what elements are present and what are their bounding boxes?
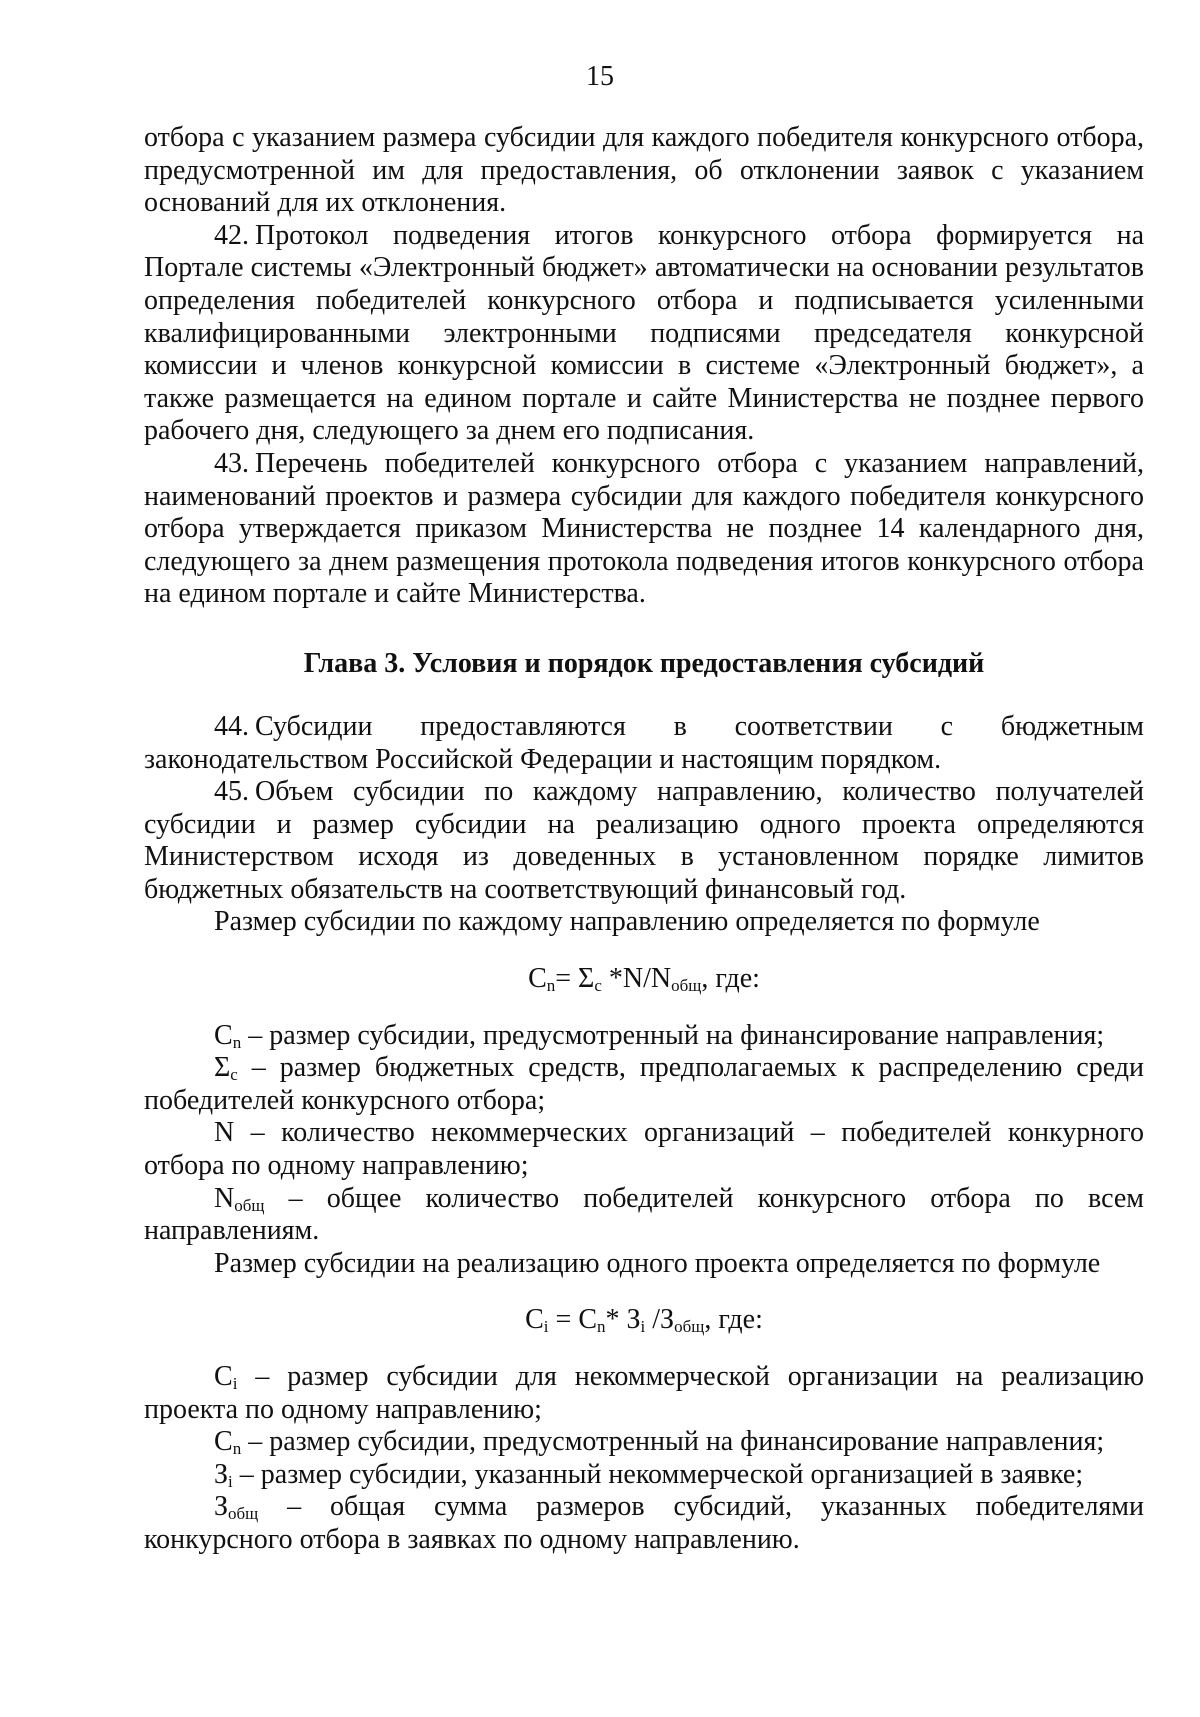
definition-n-total — [144, 1183, 1144, 1248]
formula-intro-2: Размер субсидии на реализацию одного проекта определяется по формуле — [214, 1247, 1101, 1279]
definition-sigma — [144, 1052, 1144, 1117]
paragraph-text: Перечень победителей конкурсного отбора с указанием направлений, наименований проектов и размера субсидии для каждого победителя конкурсного отбора утверждается приказом Министерства не позднее 14 календарного дня, следующего за днем размещения протокола подведения итогов конкурсного отбора на едином портале и сайте Министерства. — [144, 447, 1144, 610]
paragraph-number: 45. — [214, 776, 249, 808]
paragraph-number: 44. — [214, 710, 249, 742]
formula-part: , где: — [701, 963, 760, 995]
formula-part: = C — [548, 1304, 597, 1336]
definition-z-total — [144, 1491, 1144, 1556]
definition-text: – количество некоммерческих организаций – победителей конкурного отбора по одному направлению; — [144, 1117, 1144, 1182]
definition-subscript: i — [228, 1471, 233, 1491]
formula-symbol: C — [525, 1304, 544, 1336]
formula-part: , где: — [704, 1304, 763, 1336]
definition-symbol: N — [214, 1182, 235, 1214]
formula-subscript: n — [597, 1317, 606, 1337]
definition-symbol: C — [214, 1361, 233, 1392]
definition-text: – размер субсидии, предусмотренный на финансирование направления; — [241, 1426, 1105, 1458]
formula-subscript: общ — [671, 976, 702, 996]
paragraph-text: Субсидии предоставляются в соответствии с бюджетным законодательством Российской Федерации и настоящим порядком. — [144, 710, 1144, 775]
definition-symbol: Σ — [214, 1052, 231, 1084]
definition-cn — [144, 1020, 1144, 1053]
formula-part: = Σ — [555, 963, 595, 995]
definition-ci — [144, 1361, 1144, 1426]
definition-cn-2 — [144, 1426, 1144, 1459]
definition-symbol: З — [214, 1491, 229, 1523]
formula-2 — [144, 1304, 1144, 1337]
paragraph-text: Объем субсидии по каждому направлению, количество получателей субсидии и размер субсидии на реализацию одного проекта определяются Министерством исходя из доведенных в установленном порядке лимитов бюджетных обязательств на соответствующий финансовый год. — [144, 776, 1144, 905]
definition-text: – размер субсидии для некоммерческой организации на реализацию проекта по одному направлению; — [144, 1361, 1144, 1425]
chapter-heading: Глава 3. Условия и порядок предоставления субсидий — [303, 647, 985, 679]
formula-part: /З — [645, 1304, 675, 1336]
page-number: 15 — [586, 61, 614, 92]
paragraph-continuation: отбора с указанием размера субсидии для каждого победителя конкурсного отбора, предусмотренной им для предоставления, об отклонении заявок с указанием оснований для их отклонения. — [144, 122, 1144, 219]
formula-subscript: n — [546, 976, 556, 996]
definition-symbol: C — [214, 1019, 233, 1051]
paragraph-text: Протокол подведения итогов конкурсного отбора формируется на Портале системы «Электронный бюджет» автоматически на основании результатов определения победителей конкурсного отбора и подписывается усиленными квалифицированными электронными подписями председателя конкурсной комиссии и членов конкурсной комиссии в системе «Электронный бюджет», а также размещается на едином портале и сайте Министерства не позднее первого рабочего дня, следующего за днем его подписания. — [144, 219, 1144, 447]
definition-subscript: n — [232, 1439, 242, 1459]
definition-zi — [144, 1459, 1144, 1492]
definition-text: – размер субсидии, указанный некоммерческой организацией в заявке; — [232, 1458, 1084, 1490]
definition-n — [144, 1117, 1144, 1182]
definition-subscript: общ — [234, 1195, 265, 1215]
definition-symbol: З — [214, 1458, 229, 1490]
definition-subscript: i — [232, 1374, 238, 1393]
formula-subscript: общ — [674, 1317, 705, 1337]
definition-text: – общее количество победителей конкурсного отбора по всем направлениям. — [144, 1182, 1144, 1247]
paragraph-42 — [144, 220, 1144, 448]
definition-subscript: n — [232, 1032, 242, 1052]
document-body — [144, 122, 1144, 1557]
formula-subscript: с — [594, 976, 602, 996]
definition-subscript: с — [230, 1065, 238, 1085]
definition-subscript: общ — [228, 1504, 259, 1524]
formula-subscript: i — [640, 1317, 646, 1337]
paragraph-number: 43. — [214, 447, 249, 479]
formula-part: *N/N — [601, 963, 672, 995]
formula-subscript: i — [543, 1317, 549, 1337]
paragraph-45 — [144, 776, 1144, 906]
paragraph-number: 42. — [214, 219, 249, 251]
formula-1 — [144, 963, 1144, 996]
formula-part: * З — [605, 1304, 641, 1336]
formula-intro-1: Размер субсидии по каждому направлению определяется по формуле — [214, 906, 1040, 938]
definition-symbol: C — [214, 1426, 233, 1458]
definition-symbol: N — [214, 1117, 235, 1149]
definition-text: – размер бюджетных средств, предполагаемых к распределению среди победителей конкурсного отбора; — [144, 1052, 1144, 1116]
definition-text: – размер субсидии, предусмотренный на финансирование направления; — [241, 1019, 1105, 1051]
formula-symbol: C — [528, 963, 547, 995]
paragraph-43 — [144, 448, 1144, 611]
paragraph-44 — [144, 711, 1144, 776]
definition-text: – общая сумма размеров субсидий, указанных победителями конкурсного отбора в заявках по одному направлению. — [144, 1491, 1144, 1555]
